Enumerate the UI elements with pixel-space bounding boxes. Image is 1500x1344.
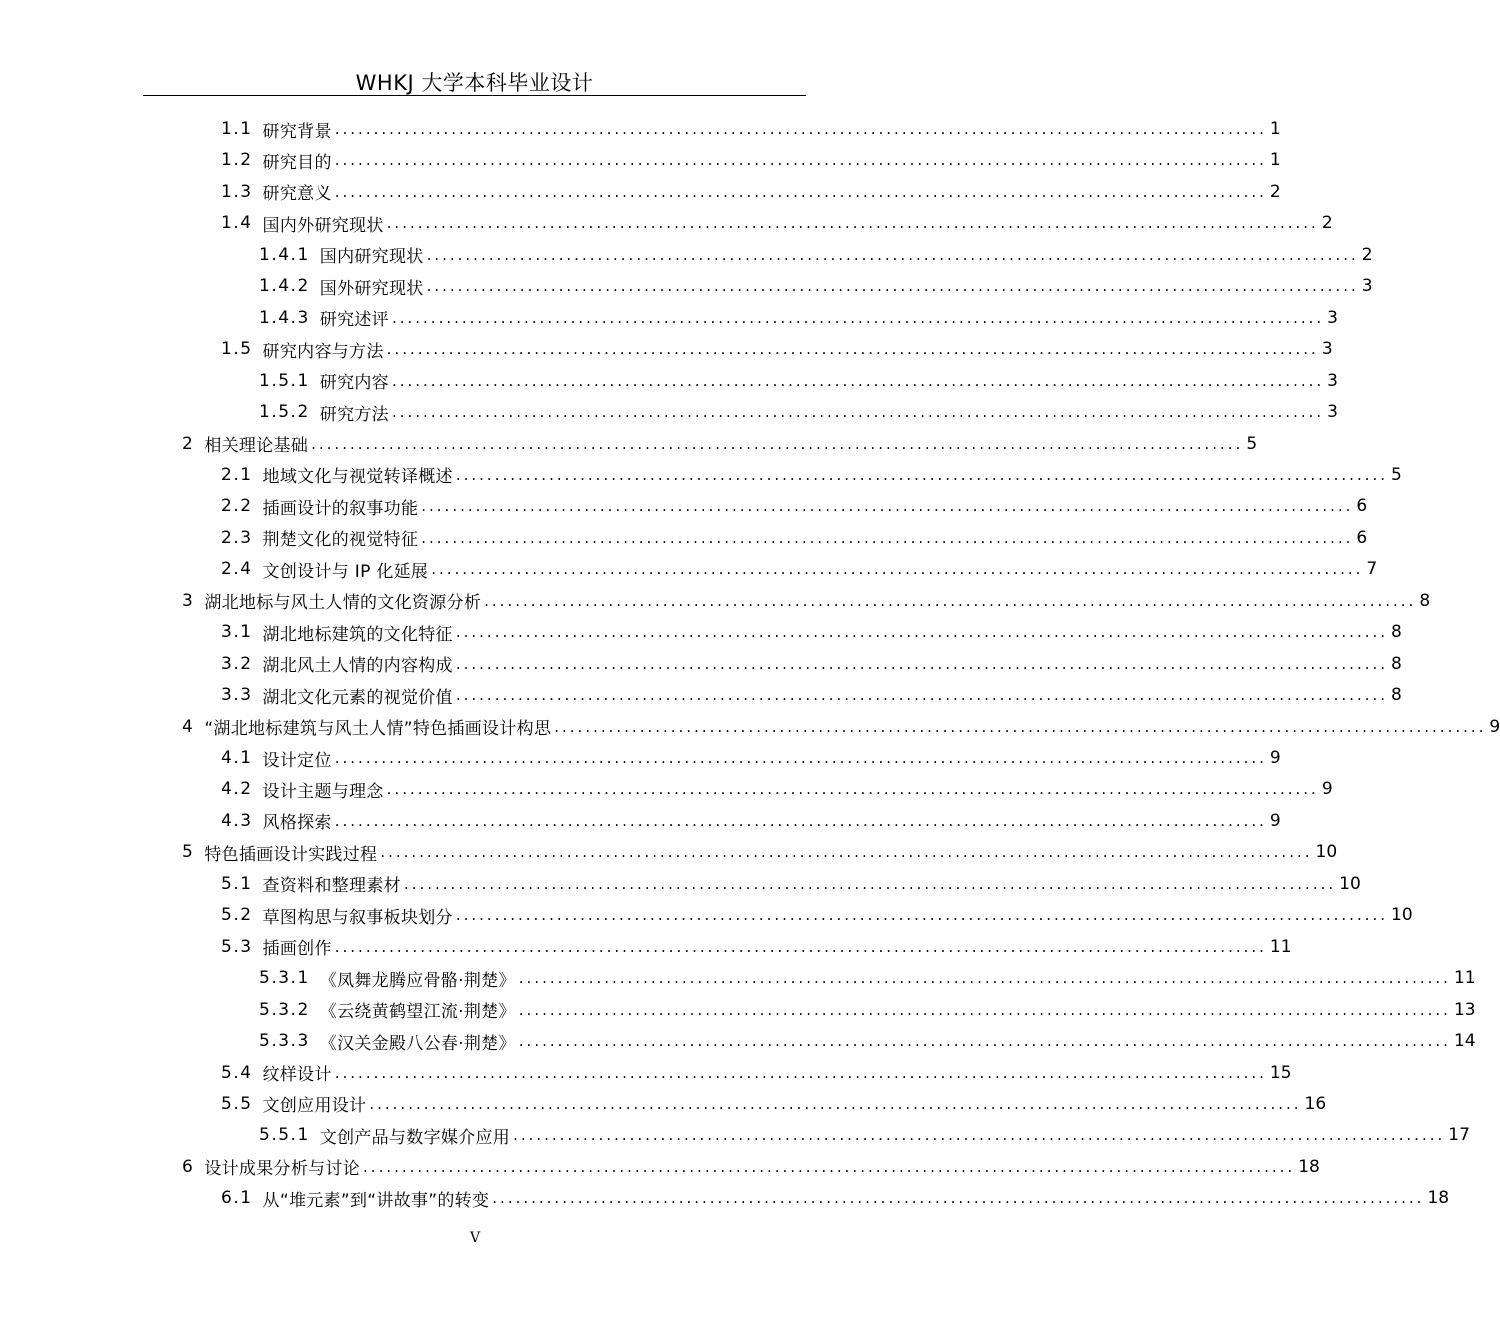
toc-entry[interactable] [221, 899, 1413, 931]
toc-entry-page: 3 [1361, 276, 1373, 297]
toc-entry-page: 3 [1327, 307, 1338, 328]
toc-entry-number: 5.2 [221, 905, 253, 926]
toc-entry-number: 2 [182, 433, 195, 454]
toc-entry[interactable] [259, 396, 1338, 428]
toc-entry-page: 2 [1361, 244, 1373, 265]
toc-entry[interactable] [221, 805, 1281, 837]
toc-entry[interactable] [221, 1088, 1327, 1120]
toc-entry-title: 特色插画设计实践过程 [204, 844, 378, 865]
toc-entry[interactable] [221, 113, 1281, 145]
toc-entry-title: 设计定位 [262, 750, 332, 771]
toc-entry-number: 2.1 [221, 464, 253, 485]
toc-entry[interactable] [259, 270, 1373, 302]
toc-entry-number: 2.3 [221, 527, 253, 548]
toc-entry-title: 风格探索 [262, 813, 332, 834]
toc-entry-number: 5.5 [221, 1093, 253, 1114]
toc-entry-page: 5 [1391, 464, 1402, 485]
page-header-title: WHKJ 大学本科毕业设计 [355, 71, 594, 95]
toc-entry[interactable] [221, 553, 1378, 585]
toc-entry-page: 6 [1356, 527, 1368, 548]
toc-dot-leader: ........................................................................................................................ [455, 686, 1389, 705]
toc-entry-number: 6.1 [221, 1188, 253, 1209]
toc-entry-number: 5.4 [221, 1062, 253, 1083]
toc-dot-leader: ........................................................................................................................ [518, 1032, 1451, 1051]
toc-entry[interactable] [221, 144, 1281, 176]
toc-entry[interactable] [221, 931, 1292, 963]
toc-dot-leader: ........................................................................................................................ [369, 1094, 1302, 1113]
toc-entry-page: 1 [1269, 119, 1281, 139]
toc-entry[interactable] [182, 585, 1431, 617]
toc-entry-title: 《凤舞龙腾应骨骼·荆楚》 [319, 970, 516, 991]
toc-entry[interactable] [221, 1057, 1292, 1089]
toc-entry[interactable] [259, 962, 1476, 994]
toc-entry-title: 研究意义 [262, 184, 332, 205]
toc-entry-number: 5.5.1 [259, 1125, 310, 1146]
toc-entry-title: 湖北文化元素的视觉价值 [262, 687, 453, 708]
toc-entry-page: 9 [1321, 779, 1333, 800]
toc-entry-page: 1 [1269, 150, 1281, 171]
toc-dot-leader: ........................................................................................................................ [386, 214, 1319, 233]
toc-dot-leader: ........................................................................................................................ [386, 780, 1319, 799]
toc-dot-leader: ........................................................................................................................ [386, 340, 1319, 359]
toc-dot-leader: ........................................................................................................................ [421, 497, 1354, 516]
toc-dot-leader: ........................................................................................................................ [334, 1063, 1267, 1082]
toc-entry[interactable] [221, 522, 1368, 554]
toc-entry-page: 11 [1269, 936, 1292, 957]
toc-entry-page: 11 [1453, 968, 1476, 989]
toc-entry-title: 查资料和整理素材 [262, 876, 401, 897]
toc-entry[interactable] [221, 1182, 1450, 1214]
toc-entry-title: 《云绕黄鹤望江流·荆楚》 [319, 1002, 516, 1023]
toc-entry[interactable] [221, 742, 1281, 774]
toc-entry-number: 1.1 [221, 119, 253, 139]
toc-entry-page: 9 [1269, 810, 1281, 831]
toc-entry-title: 荆楚文化的视觉特征 [262, 530, 419, 551]
toc-entry[interactable] [182, 428, 1258, 460]
toc-dot-leader: ........................................................................................................................ [426, 245, 1359, 264]
toc-entry[interactable] [221, 679, 1402, 711]
toc-entry-number: 1.4.2 [259, 276, 310, 297]
toc-entry-page: 3 [1327, 370, 1338, 391]
toc-entry-page: 8 [1419, 590, 1431, 611]
toc-dot-leader: ........................................................................................................................ [334, 937, 1267, 956]
toc-entry-number: 4.1 [221, 748, 253, 768]
toc-entry[interactable] [221, 459, 1402, 491]
toc-entry-page: 9 [1489, 716, 1500, 737]
toc-entry[interactable] [259, 1119, 1470, 1151]
toc-entry-title: 湖北地标与风土人情的文化资源分析 [204, 593, 482, 614]
toc-entry-title: 湖北风土人情的内容构成 [262, 656, 453, 677]
toc-entry-page: 3 [1327, 402, 1338, 423]
toc-dot-leader: ........................................................................................................................ [455, 623, 1389, 642]
toc-entry-number: 5.3.3 [259, 1031, 310, 1052]
toc-dot-leader: ........................................................................................................................ [492, 1189, 1425, 1208]
toc-entry-number: 5.3.2 [259, 999, 310, 1020]
toc-entry-page: 15 [1269, 1062, 1292, 1083]
toc-entry-page: 10 [1391, 905, 1413, 926]
toc-entry-number: 1.5 [221, 339, 253, 360]
toc-entry-title: 研究述评 [319, 310, 389, 331]
toc-entry[interactable] [182, 1151, 1320, 1183]
toc-entry-page: 7 [1366, 559, 1378, 580]
toc-entry-number: 2.4 [221, 559, 253, 580]
toc-entry-number: 5.3 [221, 936, 253, 957]
toc-entry-number: 6 [182, 1156, 195, 1177]
toc-entry[interactable] [221, 868, 1361, 900]
toc-dot-leader: ........................................................................................................................ [513, 1126, 1446, 1145]
toc-entry-number: 2.2 [221, 496, 253, 517]
toc-dot-leader: ........................................................................................................................ [391, 403, 1325, 422]
toc-dot-leader: ........................................................................................................................ [380, 843, 1313, 862]
page-number: V [469, 1230, 481, 1246]
toc-entry-page: 17 [1448, 1125, 1470, 1146]
toc-dot-leader: ........................................................................................................................ [484, 591, 1417, 610]
toc-dot-leader: ........................................................................................................................ [518, 969, 1451, 988]
toc-entry-title: 草图构思与叙事板块划分 [262, 907, 453, 928]
toc-entry-number: 1.5.1 [259, 370, 310, 391]
toc-entry[interactable] [221, 176, 1281, 208]
toc-entry-number: 4 [182, 716, 195, 737]
toc-entry-page: 16 [1304, 1093, 1327, 1114]
toc-entry-number: 3.2 [221, 653, 253, 674]
toc-entry-number: 5 [182, 842, 195, 863]
toc-dot-leader: ........................................................................................................................ [334, 120, 1267, 138]
toc-entry-number: 3 [182, 590, 195, 611]
toc-entry[interactable] [221, 773, 1333, 805]
toc-entry-title: 纹样设计 [262, 1065, 332, 1085]
toc-entry[interactable] [221, 490, 1368, 522]
toc-entry-title: 研究背景 [262, 121, 332, 142]
toc-entry[interactable] [259, 994, 1476, 1026]
toc-entry[interactable] [182, 711, 1500, 743]
toc-entry-number: 3.3 [221, 685, 253, 706]
toc-entry-title: 设计成果分析与讨论 [204, 1159, 361, 1180]
toc-entry-number: 1.5.2 [259, 402, 310, 423]
toc-entry[interactable] [259, 302, 1338, 334]
toc-entry-title: 湖北地标建筑的文化特征 [262, 624, 453, 645]
toc-entry-number: 5.1 [221, 873, 253, 894]
toc-entry-title: 文创设计与 IP 化延展 [262, 561, 429, 582]
toc-entry-number: 1.3 [221, 181, 253, 202]
toc-entry-title: 研究内容与方法 [262, 341, 384, 362]
toc-entry[interactable] [221, 648, 1402, 680]
toc-entry-title: “湖北地标建筑与风土人情”特色插画设计构思 [204, 719, 552, 740]
toc-entry-number: 1.2 [221, 150, 253, 171]
toc-dot-leader: ........................................................................................................................ [311, 434, 1244, 453]
toc-dot-leader: ........................................................................................................................ [518, 1000, 1451, 1019]
toc-entry-title: 相关理论基础 [204, 436, 309, 456]
toc-entry-page: 6 [1356, 496, 1368, 517]
toc-dot-leader: ........................................................................................................................ [334, 151, 1267, 170]
toc-entry-page: 18 [1298, 1156, 1320, 1177]
toc-dot-leader: ........................................................................................................................ [334, 811, 1267, 830]
toc-entry-number: 5.3.1 [259, 968, 310, 989]
toc-entry-page: 8 [1391, 622, 1402, 643]
toc-dot-leader: ........................................................................................................................ [334, 749, 1267, 767]
toc-dot-leader: ........................................................................................................................ [421, 528, 1354, 547]
toc-entry-title: 《汉关金殿八公春·荆楚》 [319, 1033, 516, 1054]
toc-entry-title: 设计主题与理念 [262, 781, 384, 802]
toc-entry-title: 研究目的 [262, 152, 332, 173]
toc-entry[interactable] [221, 207, 1333, 239]
toc-dot-leader: ........................................................................................................................ [363, 1157, 1296, 1176]
toc-dot-leader: ........................................................................................................................ [391, 308, 1325, 327]
toc-entry-number: 4.3 [221, 810, 253, 831]
toc-entry[interactable] [221, 616, 1402, 648]
toc-entry[interactable] [221, 333, 1333, 365]
toc-entry-title: 国内外研究现状 [262, 215, 384, 236]
toc-dot-leader: ........................................................................................................................ [403, 874, 1337, 893]
toc-entry-page: 3 [1321, 339, 1333, 360]
toc-entry-number: 4.2 [221, 779, 253, 800]
toc-dot-leader: ........................................................................................................................ [431, 560, 1364, 579]
toc-dot-leader: ........................................................................................................................ [334, 182, 1267, 201]
toc-entry-page: 9 [1269, 748, 1281, 768]
toc-entry-page: 5 [1246, 433, 1258, 454]
toc-entry[interactable] [259, 1025, 1476, 1057]
toc-entry-number: 1.4.1 [259, 244, 310, 265]
toc-entry-title: 国内研究现状 [319, 247, 424, 268]
toc-entry-page: 10 [1339, 873, 1361, 894]
toc-dot-leader: ........................................................................................................................ [554, 717, 1487, 736]
toc-entry-page: 8 [1391, 653, 1402, 674]
toc-entry[interactable] [182, 836, 1338, 868]
toc-entry-title: 地域文化与视觉转译概述 [262, 467, 453, 488]
toc-entry-number: 1.4.3 [259, 307, 310, 328]
toc-entry-page: 8 [1391, 685, 1402, 706]
toc-entry[interactable] [259, 239, 1373, 271]
toc-dot-leader: ........................................................................................................................ [455, 654, 1389, 673]
header-rule [143, 95, 806, 96]
toc-dot-leader: ........................................................................................................................ [426, 277, 1359, 296]
toc-entry-title: 研究方法 [319, 404, 389, 425]
toc-entry-page: 10 [1315, 842, 1338, 863]
toc-entry-title: 研究内容 [319, 373, 389, 394]
toc-entry-page: 14 [1453, 1031, 1476, 1052]
toc-entry-title: 国外研究现状 [319, 278, 424, 299]
toc-entry-page: 13 [1453, 999, 1476, 1020]
toc-entry-page: 2 [1321, 213, 1333, 234]
toc-entry-title: 文创应用设计 [262, 1096, 367, 1117]
toc-dot-leader: ........................................................................................................................ [455, 465, 1389, 484]
toc-dot-leader: ........................................................................................................................ [391, 371, 1325, 390]
toc-entry-number: 1.4 [221, 213, 253, 234]
toc-entry-title: 从“堆元素”到“讲故事”的转变 [262, 1190, 490, 1211]
toc-entry-number: 3.1 [221, 622, 253, 643]
toc-entry-page: 18 [1427, 1188, 1450, 1209]
toc-entry-page: 2 [1269, 181, 1281, 202]
toc-dot-leader: ........................................................................................................................ [455, 906, 1389, 925]
toc-entry[interactable] [259, 365, 1338, 397]
toc-entry-title: 插画创作 [262, 939, 332, 960]
toc-entry-title: 插画设计的叙事功能 [262, 498, 419, 519]
toc-entry-title: 文创产品与数字媒介应用 [319, 1127, 511, 1148]
